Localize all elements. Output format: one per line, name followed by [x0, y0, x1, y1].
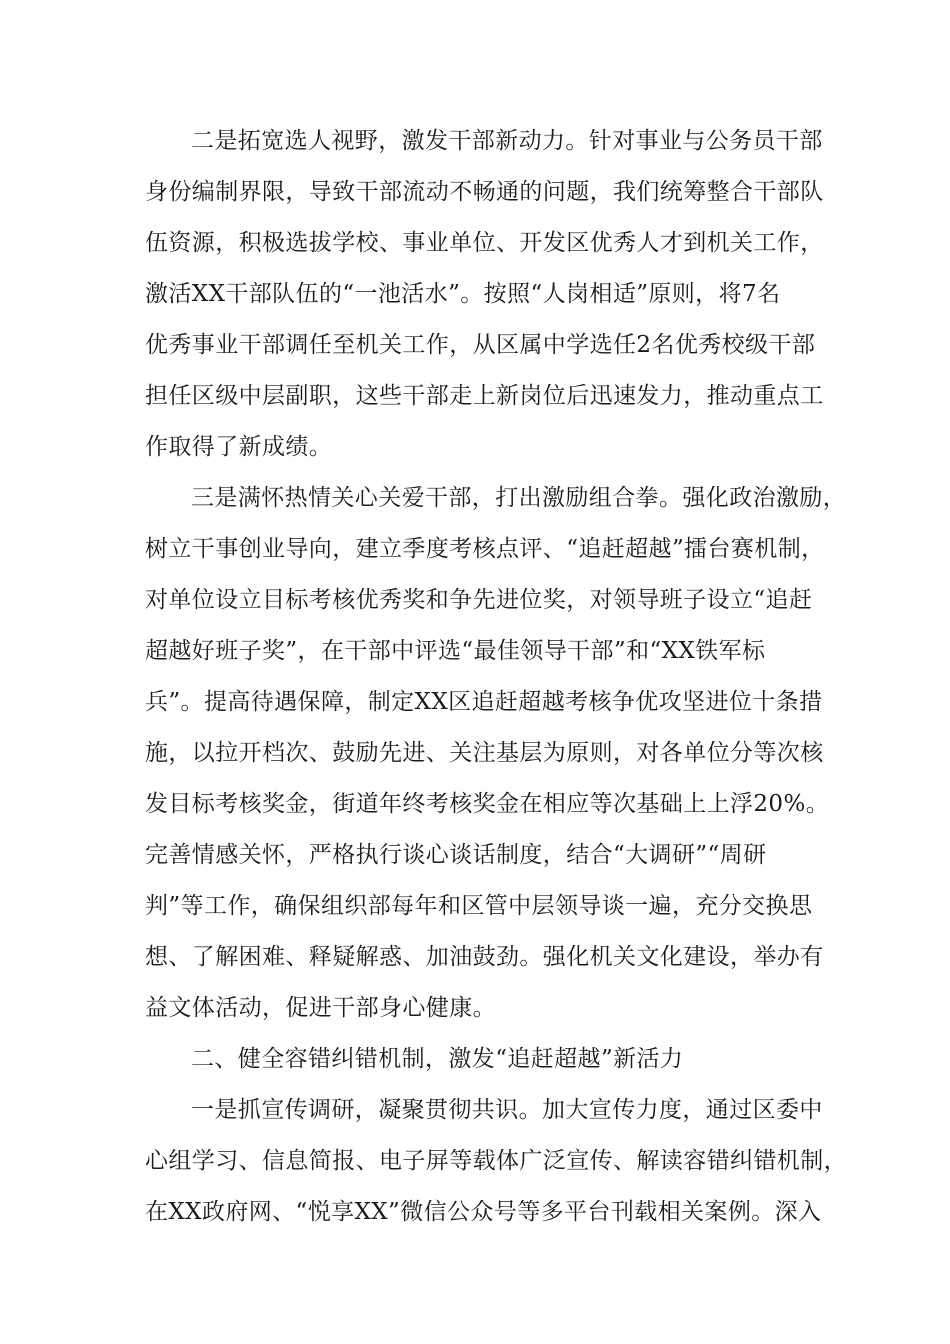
- paragraph-1-line-7: 作取得了新成绩。: [145, 434, 333, 460]
- paragraph-2-line-5: 兵”。提高待遇保障，制定XX区追赶超越考核争优攻坚进位十条措: [145, 689, 823, 715]
- paragraph-3-line-1: 一是抓宣传调研，凝聚贯彻共识。加大宣传力度，通过区委中: [191, 1097, 823, 1123]
- paragraph-2-line-11: 益文体活动，促进干部身心健康。: [145, 995, 496, 1021]
- paragraph-2-line-7: 发目标考核奖金，街道年终考核奖金在相应等次基础上上浮20%。: [145, 791, 830, 817]
- paragraph-2-line-9: 判”等工作，确保组织部每年和区管中层领导谈一遍，充分交换思: [145, 893, 813, 919]
- paragraph-2-line-1: 三是满怀热情关心关爱干部，打出激励组合拳。强化政治激励，: [191, 485, 847, 511]
- paragraph-1-line-6: 担任区级中层副职，这些干部走上新岗位后迅速发力，推动重点工: [145, 383, 824, 409]
- paragraph-2-line-4: 超越好班子奖”，在干部中评选“最佳领导干部”和“XX铁军标: [145, 638, 766, 664]
- paragraph-3-line-3: 在XX政府网、“悦享XX”微信公众号等多平台刊载相关案例。深入: [145, 1199, 822, 1225]
- paragraph-2-line-6: 施，以拉开档次、鼓励先进、关注基层为原则，对各单位分等次核: [145, 740, 824, 766]
- paragraph-1-line-2: 身份编制界限，导致干部流动不畅通的问题，我们统筹整合干部队: [145, 179, 824, 205]
- paragraph-1-line-3: 伍资源，积极选拔学校、事业单位、开发区优秀人才到机关工作，: [145, 230, 824, 256]
- paragraph-3-line-2: 心组学习、信息简报、电子屏等载体广泛宣传、解读容错纠错机制，: [145, 1148, 847, 1174]
- paragraph-1-line-1: 二是拓宽选人视野，激发干部新动力。针对事业与公务员干部: [191, 128, 823, 154]
- paragraph-1-line-5: 优秀事业干部调任至机关工作，从区属中学选任2名优秀校级干部: [145, 332, 816, 358]
- paragraph-2-line-3: 对单位设立目标考核优秀奖和争先进位奖，对领导班子设立“追赶: [145, 587, 813, 613]
- paragraph-2-line-2: 树立干事创业导向，建立季度考核点评、“追赶超越”擂台赛机制，: [145, 536, 825, 562]
- paragraph-1-line-4: 激活XX干部队伍的“一池活水”。按照“人岗相适”原则，将7名: [145, 281, 781, 307]
- section-heading: 二、健全容错纠错机制，激发“追赶超越”新活力: [191, 1046, 684, 1072]
- paragraph-2-line-8: 完善情感关怀，严格执行谈心谈话制度，结合“大调研”“周研: [145, 842, 767, 868]
- paragraph-2-line-10: 想、了解困难、释疑解惑、加油鼓劲。强化机关文化建设，举办有: [145, 944, 824, 970]
